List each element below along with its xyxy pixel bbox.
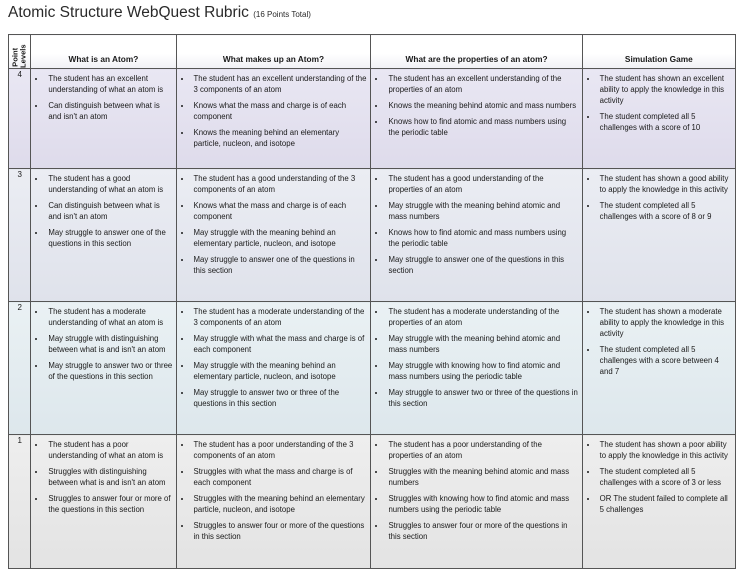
criterion-item: • Knows how to find atomic and mass numbers using the periodic table [386,227,578,249]
header-point-levels [9,35,31,69]
cell-what-is-an-atom [31,435,176,569]
criterion-item: • The student has a good understanding of the 3 components of an atom [192,173,368,195]
criterion-item: • Struggles with what the mass and charge is of each component [192,466,368,488]
criterion-item: • The student has shown an excellent ability to apply the knowledge in this activity [598,73,732,106]
criterion-item: • The student has an excellent understanding of the 3 components of an atom [192,73,368,95]
cell-simulation-game [582,69,735,169]
cell-what-is-an-atom [31,69,176,169]
criterion-item: • May struggle to answer one of the questions in this section [46,227,172,249]
cell-what-is-an-atom [31,169,176,302]
criterion-item: • Struggles to answer four or more of the questions in this section [46,493,172,515]
cell-what-makes-up-an-atom [176,169,371,302]
criterion-item: • The student has shown a good ability to apply the knowledge in this activity [598,173,732,195]
rubric-row-level-4 [9,69,736,169]
cell-simulation-game [582,435,735,569]
rubric-table [8,34,736,569]
criterion-item: • The student has a good understanding of the properties of an atom [386,173,578,195]
criterion-item: • The student has shown a poor ability to apply the knowledge in this activity [598,439,732,461]
criterion-item: • Knows how to find atomic and mass numbers using the periodic table [386,116,578,138]
header-what-is-an-atom: What is an Atom? [31,35,176,69]
criterion-item: • The student has a poor understanding of what an atom is [46,439,172,461]
level-cell: 3 [9,169,31,302]
cell-properties-of-an-atom [371,169,582,302]
rubric-row-level-3 [9,169,736,302]
level-cell: 2 [9,302,31,435]
criterion-item: • The student has a poor understanding of the 3 components of an atom [192,439,368,461]
criterion-item: • Knows what the mass and charge is of each component [192,100,368,122]
cell-what-makes-up-an-atom [176,435,371,569]
point-levels-line-1: Point [10,48,20,68]
criterion-item: • The student has an excellent understanding of what an atom is [46,73,172,95]
cell-simulation-game [582,302,735,435]
title-text: Atomic Structure WebQuest Rubric [8,4,249,21]
criterion-item: • Can distinguish between what is and isn't an atom [46,100,172,122]
cell-properties-of-an-atom [371,435,582,569]
cell-what-is-an-atom [31,302,176,435]
criterion-item: • May struggle with what the mass and charge is of each component [192,333,368,355]
criterion-item: • Struggles with the meaning behind an elementary particle, nucleon, and isotope [192,493,368,515]
criterion-item: • May struggle to answer two or three of the questions in this section [46,360,172,382]
criterion-item: • May struggle to answer one of the questions in this section [192,254,368,276]
criterion-item: • The student has shown a moderate ability to apply the knowledge in this activity [598,306,732,339]
criterion-item: • The student has a moderate understanding of what an atom is [46,306,172,328]
criterion-item: • OR The student failed to complete all 5 challenges [598,493,732,515]
criterion-item: • May struggle with distinguishing between what is and isn't an atom [46,333,172,355]
header-row [9,35,736,69]
level-cell: 1 [9,435,31,569]
criterion-item: • May struggle with the meaning behind atomic and mass numbers [386,200,578,222]
header-what-makes-up-an-atom: What makes up an Atom? [176,35,371,69]
criterion-item: • The student has a good understanding of what an atom is [46,173,172,195]
level-cell: 4 [9,69,31,169]
criterion-item: • The student completed all 5 challenges with a score of 10 [598,111,732,133]
criterion-item: • May struggle with the meaning behind an elementary particle, nucleon, and isotope [192,360,368,382]
cell-what-makes-up-an-atom [176,69,371,169]
criterion-item: • Struggles with distinguishing between what is and isn't an atom [46,466,172,488]
title-subtitle: (16 Points Total) [253,10,311,19]
criterion-item: • May struggle with the meaning behind atomic and mass numbers [386,333,578,355]
criterion-item: • The student has an excellent understanding of the properties of an atom [386,73,578,95]
criterion-item: • May struggle with knowing how to find atomic and mass numbers using the periodic table [386,360,578,382]
criterion-item: • Struggles to answer four or more of the questions in this section [386,520,578,542]
point-levels-line-2: Levels [18,44,28,69]
header-properties-of-an-atom: What are the properties of an atom? [371,35,582,69]
criterion-item: • Struggles with the meaning behind atomic and mass numbers [386,466,578,488]
criterion-item: • Knows what the mass and charge is of each component [192,200,368,222]
cell-properties-of-an-atom [371,302,582,435]
criterion-item: • Can distinguish between what is and isn't an atom [46,200,172,222]
criterion-item: • Struggles to answer four or more of the questions in this section [192,520,368,542]
criterion-item: • The student completed all 5 challenges with a score between 4 and 7 [598,344,732,377]
criterion-item: • The student completed all 5 challenges with a score of 8 or 9 [598,200,732,222]
cell-simulation-game [582,169,735,302]
page-title [8,4,311,22]
criterion-item: • May struggle to answer one of the questions in this section [386,254,578,276]
header-simulation-game: Simulation Game [582,35,735,69]
rubric-row-level-2 [9,302,736,435]
criterion-item: • The student has a moderate understanding of the 3 components of an atom [192,306,368,328]
criterion-item: • The student has a poor understanding of the properties of an atom [386,439,578,461]
criterion-item: • May struggle to answer two or three of the questions in this section [192,387,368,409]
criterion-item: • May struggle with the meaning behind an elementary particle, nucleon, and isotope [192,227,368,249]
criterion-item: • Struggles with knowing how to find atomic and mass numbers using the periodic table [386,493,578,515]
criterion-item: • The student has a moderate understanding of the properties of an atom [386,306,578,328]
cell-what-makes-up-an-atom [176,302,371,435]
criterion-item: • May struggle to answer two or three of the questions in this section [386,387,578,409]
cell-properties-of-an-atom [371,69,582,169]
rubric-row-level-1 [9,435,736,569]
criterion-item: • Knows the meaning behind an elementary particle, nucleon, and isotope [192,127,368,149]
criterion-item: • The student completed all 5 challenges with a score of 3 or less [598,466,732,488]
criterion-item: • Knows the meaning behind atomic and mass numbers [386,100,578,111]
